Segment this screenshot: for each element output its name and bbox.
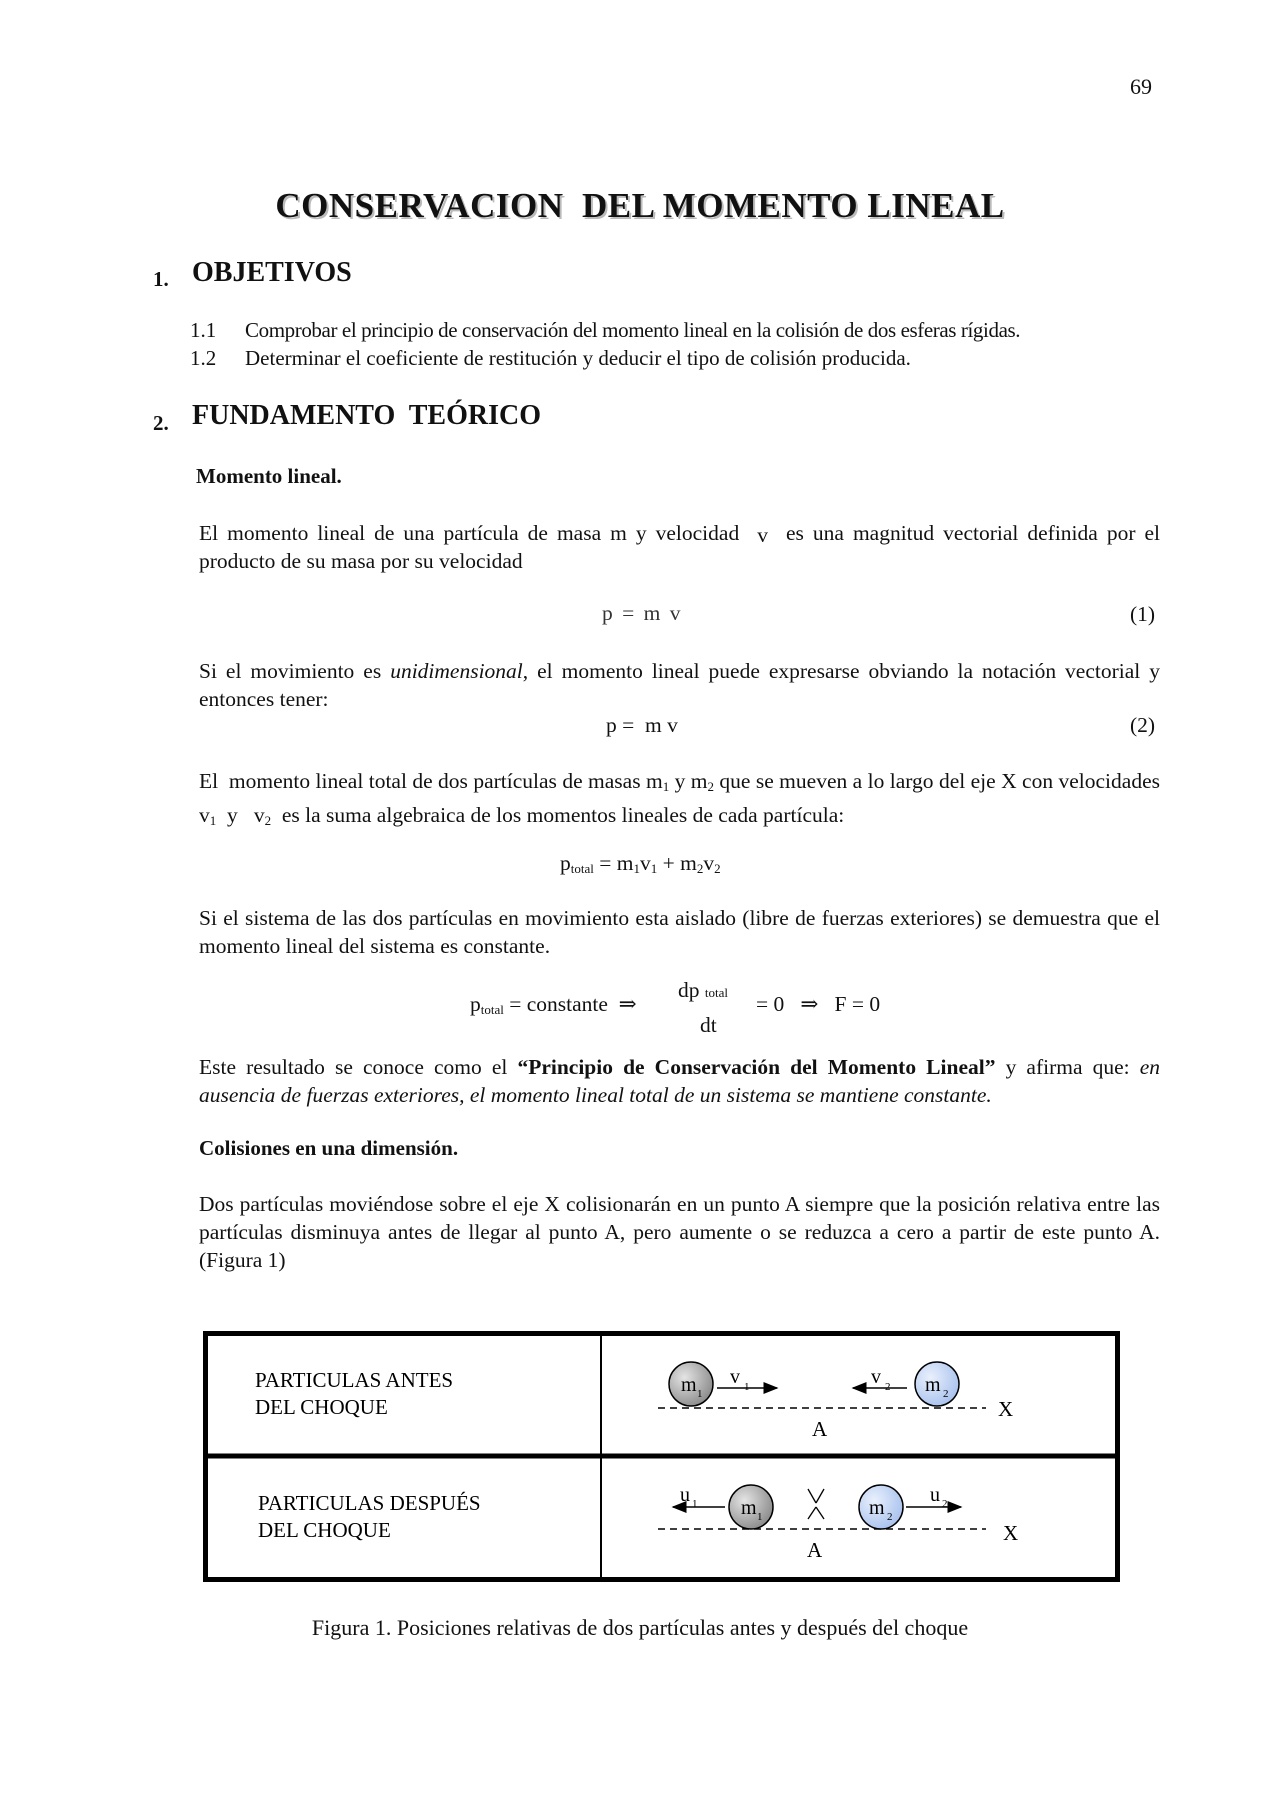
vector-v-symbol: v [757,523,768,547]
mass-label-m: m [741,1497,757,1519]
section-2-number: 2. [153,411,169,435]
eq-text: v [703,851,715,875]
subscript: 2 [707,779,714,794]
eq-text: = constante ⇒ [503,992,637,1016]
objective-text: Determinar el coeficiente de restitución y deducir el tipo de colisión producida. [245,346,911,370]
paragraph-text: y m [669,769,708,793]
subscript: total [480,1002,504,1017]
collision-mark [816,1489,824,1503]
eq-text: dp [678,978,700,1002]
section-1-number: 1. [153,267,169,291]
mass-label-m: m [681,1374,697,1396]
subscript: total [570,861,594,876]
velocity-label-sub: 2 [942,1498,948,1510]
paragraph-text: es la suma algebraica de los momentos lineales de cada partícula: [271,803,845,827]
equation-4-rhs: = 0 ⇒ F = 0 [756,992,881,1016]
paragraph-text: Este resultado se conoce como el [199,1055,508,1079]
paragraph-emphasis: unidimensional [390,659,523,683]
eq-text: p [470,992,481,1016]
collision-mark [808,1489,816,1503]
objective-text: Comprobar el principio de conservación del momento lineal en la colisión de dos esferas rígidas. [245,318,1021,342]
velocity-label-v: v [730,1366,740,1388]
figure-1 [203,1331,1120,1582]
fraction-numerator [678,978,728,1003]
velocity-label-u: u [680,1484,690,1506]
section-2-title: FUNDAMENTO TEÓRICO [192,400,542,431]
subscript: 1 [662,779,670,794]
equation-1-number: (1) [1130,602,1156,626]
mass-label-sub: 1 [757,1511,763,1523]
velocity-label-sub: 2 [885,1381,891,1393]
collision-mark [816,1507,824,1519]
velocity-label-sub: 1 [744,1381,750,1393]
velocity-label-sub: 1 [692,1498,698,1510]
subscript: 1 [209,813,217,828]
point-a-label: A [807,1538,823,1562]
paragraph-text: El momento lineal total de dos partículas de masas m [199,769,663,793]
page-number: 69 [1130,74,1152,99]
paragraph-two-particles [199,767,1171,835]
point-a-label: A [812,1417,828,1441]
row1-label-line1: PARTICULAS ANTES [255,1368,454,1392]
paragraph-principle [199,1053,1160,1109]
objective-item [190,318,1020,343]
eq-text: p [560,851,571,875]
section-1-title: OBJETIVOS [192,257,352,288]
subheading-colisiones: Colisiones en una dimensión. [199,1136,459,1160]
paragraph-momento-definition [199,519,1160,575]
subscript: 2 [696,861,704,876]
subscript: 1 [633,861,640,876]
mass-label-sub: 2 [943,1388,949,1400]
row1-label-line2: DEL CHOQUE [255,1395,388,1419]
velocity-label-u: u [930,1484,940,1506]
figure-1-diagram [203,1331,1120,1582]
row2-label-line2: DEL CHOQUE [258,1518,391,1542]
row2-label-line1: PARTICULAS DESPUÉS [258,1491,481,1515]
paragraph-unidimensional [199,657,1160,713]
subscript: total [704,985,728,1000]
x-axis-label: X [998,1397,1014,1421]
mass-label-m: m [925,1374,941,1396]
paragraph-text: Si el movimiento es [199,659,382,683]
equation-2: p = m v [606,713,678,737]
paragraph-text: que se mueven a lo largo del eje X con velocidades v [199,769,1171,827]
fraction-denominator: dt [700,1013,717,1037]
velocity-label-v: v [871,1366,881,1388]
equation-4-lhs [470,992,637,1018]
subscript: 2 [714,861,721,876]
paragraph-text: , el momento lineal puede expresarse obviando la notación vectorial y entonces tener: [199,659,1160,711]
paragraph-collisions: Dos partículas moviéndose sobre el eje X colisionarán en un punto A siempre que la posición relativa entre las partículas disminuya antes de llegar al punto A, pero aumente o se reduzca a cero a partir de este punto A. (Figura 1) [199,1192,1160,1272]
equation-1: p = m v [602,601,683,625]
eq-text: + m [657,851,697,875]
objective-number: 1.1 [190,318,217,342]
principle-name: “Principio de Conservación del Momento Lineal” [517,1055,996,1079]
subheading-momento-lineal: Momento lineal. [196,464,342,488]
paragraph-text: El momento lineal de una partícula de masa m y velocidad [199,521,740,545]
mass-label-sub: 1 [697,1388,703,1400]
paragraph-text: y v [216,803,265,827]
subscript: 2 [264,813,272,828]
x-axis-label: X [1003,1521,1019,1545]
objective-item [190,346,911,371]
mass-label-sub: 2 [887,1511,893,1523]
paragraph-isolated-system: Si el sistema de las dos partículas en movimiento esta aislado (libre de fuerzas exteriores) se demuestra que el momento lineal del sistema es constante. [199,906,1160,958]
paragraph-text: es una magnitud vectorial definida por el producto de su masa por su velocidad [199,521,1161,573]
paragraph-text: y afirma que: [1005,1055,1130,1079]
collision-mark [808,1507,816,1519]
equation-3 [560,851,721,877]
eq-text: = m [593,851,634,875]
equation-2-number: (2) [1130,713,1156,737]
principle-statement: en ausencia de fuerzas exteriores, el momento lineal total de un sistema se mantiene constante. [199,1055,1160,1107]
mass-label-m: m [869,1497,885,1519]
figure-caption: Figura 1. Posiciones relativas de dos partículas antes y después del choque [311,1615,969,1640]
eq-text: v [639,851,651,875]
document-title: CONSERVACION DEL MOMENTO LINEAL [275,186,1005,225]
objective-number: 1.2 [190,346,217,370]
subscript: 1 [650,861,658,876]
